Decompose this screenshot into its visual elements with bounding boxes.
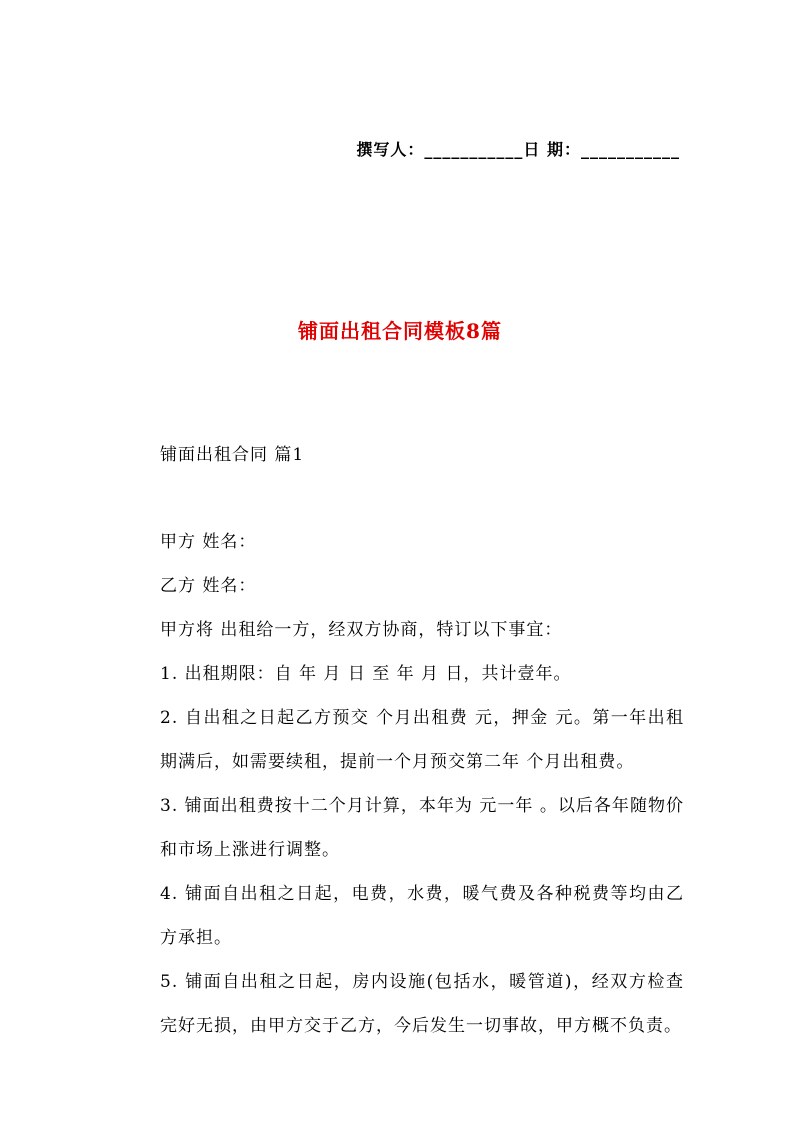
intro-paragraph: 甲方将 出租给一方，经双方协商，特订以下事宜： <box>160 620 563 640</box>
author-date-line <box>356 137 680 160</box>
date-label: 日 期： <box>523 140 581 159</box>
contract-body <box>160 520 684 1048</box>
clause-2: 2. 自出租之日起乙方预交 个月出租费 元，押金 元。第一年出租期满后，如需要续租，提前一个月预交第二年 个月出租费。 <box>160 708 684 772</box>
clause-1: 1. 出租期限：自 年 月 日 至 年 月 日，共计壹年。 <box>160 664 572 684</box>
clause-3: 3. 铺面出租费按十二个月计算，本年为 元一年 。以后各年随物价和市场上涨进行调整。 <box>160 796 684 860</box>
date-blank: ___________ <box>581 140 680 159</box>
clause-5: 5. 铺面自出租之日起，房内设施(包括水，暖管道)，经双方检查完好无损，由甲方交于乙方，今后发生一切事故，甲方概不负责。 <box>160 972 684 1036</box>
author-blank: ___________ <box>424 140 524 159</box>
party-a-name-line: 甲方 姓名： <box>160 532 257 552</box>
document-title: 铺面出租合同模板8篇 <box>298 319 502 343</box>
author-label: 撰写人： <box>356 140 425 159</box>
party-b-name-line: 乙方 姓名： <box>160 576 257 596</box>
clause-4: 4. 铺面自出租之日起，电费，水费，暖气费及各种税费等均由乙方承担。 <box>160 884 684 948</box>
section-heading: 铺面出租合同 篇1 <box>160 445 305 465</box>
